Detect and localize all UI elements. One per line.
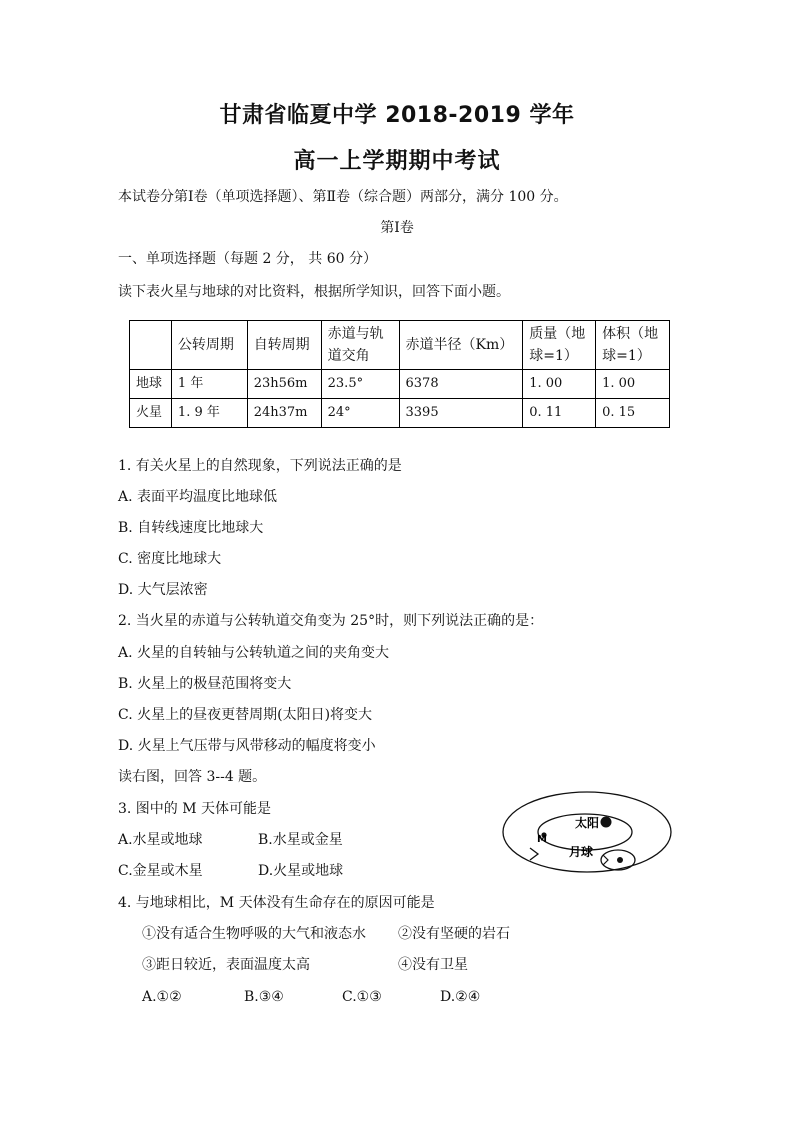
moon-label: 月球	[569, 845, 594, 859]
moon-orbit-arrow-icon	[603, 855, 608, 865]
mars-earth-comparison-table	[129, 320, 670, 428]
question-1-option-a: A. 表面平均温度比地球低	[118, 489, 278, 505]
question-1-option-d: D. 大气层浓密	[118, 582, 208, 598]
volume-label: 第Ⅰ卷	[380, 220, 414, 236]
table-cell: 6378	[399, 370, 523, 399]
read-figure-instruction: 读右图，回答 3--4 题。	[118, 769, 267, 785]
table-cell: 地球	[130, 370, 172, 399]
question-2-option-b: B. 火星上的极昼范围将变大	[118, 676, 292, 692]
question-4-item-1: ①没有适合生物呼吸的大气和液态水	[142, 926, 366, 942]
question-1-stem: 1. 有关火星上的自然现象，下列说法正确的是	[118, 458, 402, 474]
table-header-row	[130, 321, 670, 370]
m-label: M	[537, 834, 547, 845]
table-cell: 0. 11	[523, 399, 596, 428]
section-heading: 一、单项选择题（每题 2 分， 共 60 分）	[118, 251, 377, 267]
table-cell: 1 年	[171, 370, 247, 399]
exam-title-school: 甘肃省临夏中学 2018-2019 学年	[219, 103, 575, 128]
table-header-cell	[130, 321, 172, 370]
table-header-cell: 质量（地 球=1）	[523, 321, 596, 370]
table-cell: 24h37m	[247, 399, 321, 428]
question-3-option-a: A.水星或地球	[118, 832, 203, 848]
table-row	[130, 370, 670, 399]
question-4-item-2: ②没有坚硬的岩石	[398, 926, 510, 942]
exam-intro: 本试卷分第Ⅰ卷（单项选择题）、第Ⅱ卷（综合题）两部分，满分 100 分。	[118, 189, 568, 205]
table-cell: 1. 9 年	[171, 399, 247, 428]
question-3-option-b: B.水星或金星	[258, 832, 343, 848]
table-cell: 24°	[321, 399, 399, 428]
question-4-item-3: ③距日较近，表面温度太高	[142, 957, 310, 973]
table-header-cell: 公转周期	[171, 321, 247, 370]
table-cell: 3395	[399, 399, 523, 428]
earth-body-icon	[617, 857, 623, 863]
sun-label: 太阳	[575, 816, 600, 830]
table-cell: 1. 00	[596, 370, 670, 399]
table-header-cell: 自转周期	[247, 321, 321, 370]
question-2-option-a: A. 火星的自转轴与公转轨道之间的夹角变大	[118, 645, 390, 661]
table-cell: 1. 00	[523, 370, 596, 399]
question-4-option-b: B.③④	[244, 989, 284, 1005]
question-4-option-c: C.①③	[342, 989, 382, 1005]
table-header-cell: 赤道与轨 道交角	[321, 321, 399, 370]
orbit-diagram	[500, 788, 675, 888]
orbit-direction-arrow-icon	[530, 848, 538, 860]
table-cell: 火星	[130, 399, 172, 428]
exam-title-term: 高一上学期期中考试	[293, 149, 501, 174]
question-2-option-c: C. 火星上的昼夜更替周期(太阳日)将变大	[118, 707, 373, 723]
question-1-option-c: C. 密度比地球大	[118, 551, 222, 567]
table-header-cell: 赤道半径（Km）	[399, 321, 523, 370]
question-2-stem: 2. 当火星的赤道与公转轨道交角变为 25°时，则下列说法正确的是：	[118, 613, 544, 629]
table-cell: 0. 15	[596, 399, 670, 428]
table-row	[130, 399, 670, 428]
question-3-stem: 3. 图中的 M 天体可能是	[118, 801, 272, 817]
question-2-option-d: D. 火星上气压带与风带移动的幅度将变小	[118, 738, 376, 754]
table-cell: 23.5°	[321, 370, 399, 399]
question-4-option-d: D.②④	[440, 989, 481, 1005]
table-cell: 23h56m	[247, 370, 321, 399]
question-3-option-c: C.金星或木星	[118, 863, 203, 879]
outer-orbit	[503, 792, 671, 872]
question-3-option-d: D.火星或地球	[258, 863, 344, 879]
question-4-item-4: ④没有卫星	[398, 957, 468, 973]
sun-icon	[601, 817, 612, 828]
reading-prompt: 读下表火星与地球的对比资料，根据所学知识，回答下面小题。	[118, 284, 510, 300]
question-4-option-a: A.①②	[142, 989, 182, 1005]
question-1-option-b: B. 自转线速度比地球大	[118, 520, 264, 536]
question-4-stem: 4. 与地球相比，M 天体没有生命存在的原因可能是	[118, 895, 435, 911]
table-header-cell: 体积（地 球=1）	[596, 321, 670, 370]
